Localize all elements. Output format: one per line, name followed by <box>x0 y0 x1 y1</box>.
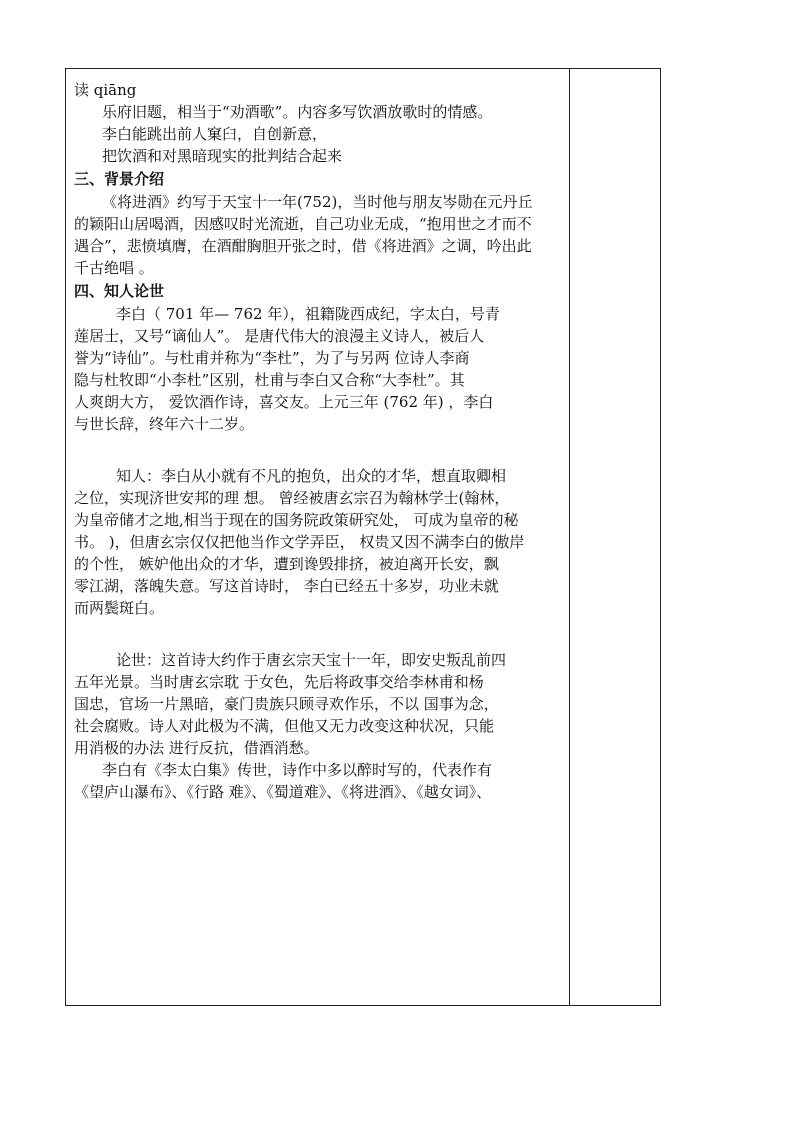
background-paragraph <box>74 191 562 279</box>
paragraph-line: 隐与杜牧即“小李杜”区别，杜甫与李白又合称“大李杜”。其 <box>74 371 465 389</box>
paragraph-line: 遇合”，悲愤填膺，在酒酣胸胆开张之时，借《将进酒》之调，吟出此 <box>74 237 532 255</box>
paragraph-line: 国忠，官场一片黑暗，豪门贵族只顾寻欢作乐，不以 国事为念， <box>74 695 499 713</box>
paragraph-line: 五年光景。当时唐玄宗耽 于女色，先后将政事交给李林甫和杨 <box>74 673 484 691</box>
paragraph-line: 用消极的办法 进行反抗，借酒消愁。 <box>74 739 319 757</box>
paragraph-line: 誉为“诗仙”。与杜甫并称为“李杜”，为了与另两 位诗人李商 <box>74 349 470 367</box>
paragraph-line: 《望庐山瀑布》、《行路 难》、《蜀道难》、《将进酒》、《越女词》、 <box>74 783 492 801</box>
paragraph-line: 之位，实现济世安邦的理 想。 曾经被唐玄宗召为翰林学士(翰林， <box>74 489 510 507</box>
column-divider <box>569 69 570 1005</box>
paragraph-line: 而两鬓斑白。 <box>74 599 165 617</box>
works-paragraph <box>74 759 562 803</box>
paragraph-line: 莲居士，又号“谪仙人”。 是唐代伟大的浪漫主义诗人，被后人 <box>74 327 485 345</box>
paragraph-line: 的颖阳山居喝酒，因感叹时光流逝，自己功业无成，“抱用世之才而不 <box>74 215 532 233</box>
zhiren-paragraph <box>74 465 562 619</box>
intro-line: 乐府旧题，相当于“劝酒歌”。内容多写饮酒放歌时的情感。 <box>102 103 493 121</box>
paragraph-line: 人爽朗大方， 爱饮酒作诗，喜交友。上元三年 (762 年) ，李白 <box>74 393 494 411</box>
paragraph-line: 论世：这首诗大约作于唐玄宗天宝十一年，即安史叛乱前四 <box>116 651 507 669</box>
pronunciation-line: 读 qiāng <box>74 81 137 99</box>
paragraph-line: 《将进酒》约写于天宝十一年(752)，当时他与朋友岑勋在元丹丘 <box>102 193 533 211</box>
paragraph-line: 社会腐败。诗人对此极为不满，但他又无力改变这种状况，只能 <box>74 717 495 735</box>
lesson-table <box>65 68 661 1006</box>
section-heading-background: 三、背景介绍 <box>74 170 165 188</box>
paragraph-line: 为皇帝储才之地,相当于现在的国务院政策研究处， 可成为皇帝的秘 <box>74 511 519 529</box>
paragraph-line: 李白有《李太白集》传世，诗作中多以醉时写的，代表作有 <box>102 761 493 779</box>
bio-paragraph <box>74 303 562 435</box>
intro-line: 李白能跳出前人窠臼，自创新意， <box>102 125 328 143</box>
paragraph-line: 与世长辞，终年六十二岁。 <box>74 415 255 433</box>
section-heading-author: 四、知人论世 <box>74 282 165 300</box>
lunshi-paragraph <box>74 649 562 759</box>
paragraph-line: 知人：李白从小就有不凡的抱负，出众的才华，想直取卿相 <box>116 467 507 485</box>
intro-line: 把饮酒和对黑暗现实的批判结合起来 <box>102 147 343 165</box>
main-cell <box>74 77 562 803</box>
paragraph-line: 书。 )，但唐玄宗仅仅把他当作文学弄臣， 权贵又因不满李白的傲岸 <box>74 533 525 551</box>
paragraph-line: 零江湖，落魄失意。写这首诗时， 李白已经五十多岁，功业未就 <box>74 577 499 595</box>
paragraph-line: 李白（ 701 年— 762 年），祖籍陇西成纪，字太白，号青 <box>116 305 500 323</box>
paragraph-line: 千古绝唱 。 <box>74 259 154 277</box>
paragraph-line: 的个性， 嫉妒他出众的才华，遭到谗毁排挤，被迫离开长安，飘 <box>74 555 499 573</box>
